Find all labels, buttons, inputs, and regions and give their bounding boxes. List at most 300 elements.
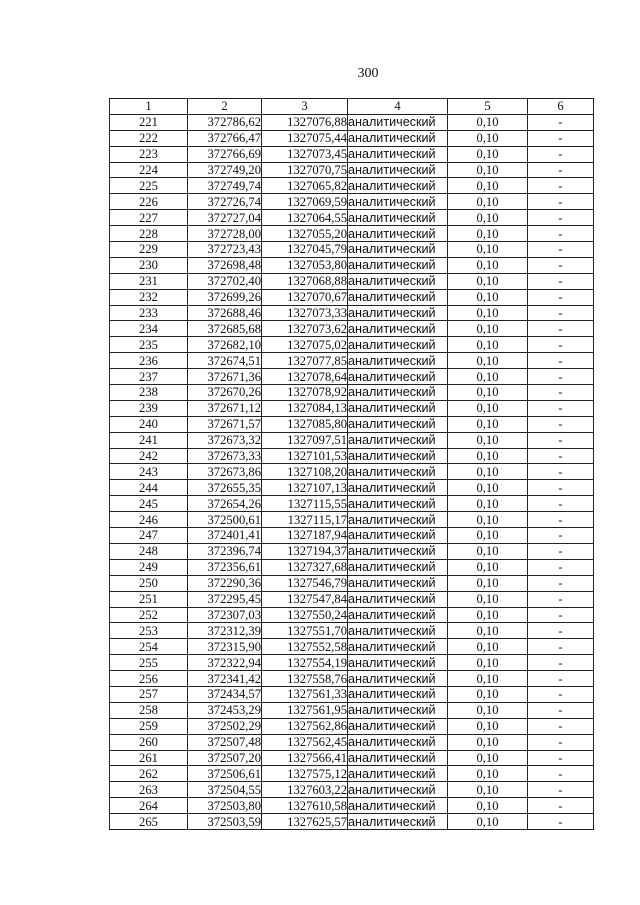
method-cell: аналитический — [348, 671, 448, 687]
accuracy-cell: 0,10 — [448, 210, 528, 226]
method-cell: аналитический — [348, 369, 448, 385]
note-cell: - — [528, 702, 594, 718]
x-coordinate-cell: 372312,39 — [188, 623, 262, 639]
point-number-cell: 236 — [110, 353, 188, 369]
table-row — [110, 210, 594, 226]
accuracy-cell: 0,10 — [448, 686, 528, 702]
x-coordinate-cell: 372671,36 — [188, 369, 262, 385]
note-cell: - — [528, 321, 594, 337]
point-number-cell: 224 — [110, 162, 188, 178]
point-number-cell: 260 — [110, 734, 188, 750]
point-number-cell: 232 — [110, 289, 188, 305]
point-number-cell: 255 — [110, 655, 188, 671]
accuracy-cell: 0,10 — [448, 337, 528, 353]
accuracy-cell: 0,10 — [448, 575, 528, 591]
point-number-cell: 259 — [110, 718, 188, 734]
y-coordinate-cell: 1327561,95 — [262, 702, 348, 718]
method-cell: аналитический — [348, 194, 448, 210]
point-number-cell: 241 — [110, 432, 188, 448]
x-coordinate-cell: 372396,74 — [188, 543, 262, 559]
y-coordinate-cell: 1327603,22 — [262, 782, 348, 798]
method-cell: аналитический — [348, 385, 448, 401]
table-row — [110, 178, 594, 194]
x-coordinate-cell: 372682,10 — [188, 337, 262, 353]
accuracy-cell: 0,10 — [448, 321, 528, 337]
table-row — [110, 448, 594, 464]
y-coordinate-cell: 1327068,88 — [262, 273, 348, 289]
accuracy-cell: 0,10 — [448, 639, 528, 655]
x-coordinate-cell: 372507,20 — [188, 750, 262, 766]
point-number-cell: 254 — [110, 639, 188, 655]
x-coordinate-cell: 372670,26 — [188, 385, 262, 401]
x-coordinate-cell: 372341,42 — [188, 671, 262, 687]
point-number-cell: 245 — [110, 496, 188, 512]
y-coordinate-cell: 1327115,17 — [262, 512, 348, 528]
y-coordinate-cell: 1327562,86 — [262, 718, 348, 734]
point-number-cell: 261 — [110, 750, 188, 766]
method-cell: аналитический — [348, 480, 448, 496]
table-row — [110, 226, 594, 242]
method-cell: аналитический — [348, 130, 448, 146]
method-cell: аналитический — [348, 210, 448, 226]
method-cell: аналитический — [348, 464, 448, 480]
point-number-cell: 239 — [110, 400, 188, 416]
x-coordinate-cell: 372674,51 — [188, 353, 262, 369]
point-number-cell: 264 — [110, 798, 188, 814]
method-cell: аналитический — [348, 305, 448, 321]
method-cell: аналитический — [348, 686, 448, 702]
method-cell: аналитический — [348, 702, 448, 718]
y-coordinate-cell: 1327107,13 — [262, 480, 348, 496]
x-coordinate-cell: 372506,61 — [188, 766, 262, 782]
accuracy-cell: 0,10 — [448, 305, 528, 321]
point-number-cell: 243 — [110, 464, 188, 480]
note-cell: - — [528, 114, 594, 130]
method-cell: аналитический — [348, 242, 448, 258]
note-cell: - — [528, 369, 594, 385]
table-row — [110, 734, 594, 750]
accuracy-cell: 0,10 — [448, 369, 528, 385]
point-number-cell: 257 — [110, 686, 188, 702]
note-cell: - — [528, 400, 594, 416]
y-coordinate-cell: 1327078,64 — [262, 369, 348, 385]
accuracy-cell: 0,10 — [448, 448, 528, 464]
note-cell: - — [528, 416, 594, 432]
x-coordinate-cell: 372307,03 — [188, 607, 262, 623]
accuracy-cell: 0,10 — [448, 353, 528, 369]
y-coordinate-cell: 1327566,41 — [262, 750, 348, 766]
y-coordinate-cell: 1327064,55 — [262, 210, 348, 226]
accuracy-cell: 0,10 — [448, 273, 528, 289]
point-number-cell: 240 — [110, 416, 188, 432]
header-cell-1: 1 — [110, 99, 188, 115]
accuracy-cell: 0,10 — [448, 814, 528, 830]
method-cell: аналитический — [348, 416, 448, 432]
y-coordinate-cell: 1327187,94 — [262, 528, 348, 544]
y-coordinate-cell: 1327108,20 — [262, 464, 348, 480]
header-cell-4: 4 — [348, 99, 448, 115]
accuracy-cell: 0,10 — [448, 146, 528, 162]
table-row — [110, 528, 594, 544]
note-cell: - — [528, 480, 594, 496]
table-row — [110, 257, 594, 273]
table-row — [110, 162, 594, 178]
table-body — [110, 114, 594, 829]
note-cell: - — [528, 512, 594, 528]
note-cell: - — [528, 734, 594, 750]
point-number-cell: 247 — [110, 528, 188, 544]
y-coordinate-cell: 1327101,53 — [262, 448, 348, 464]
point-number-cell: 233 — [110, 305, 188, 321]
y-coordinate-cell: 1327073,33 — [262, 305, 348, 321]
accuracy-cell: 0,10 — [448, 702, 528, 718]
x-coordinate-cell: 372723,43 — [188, 242, 262, 258]
x-coordinate-cell: 372685,68 — [188, 321, 262, 337]
table-row — [110, 559, 594, 575]
method-cell: аналитический — [348, 814, 448, 830]
accuracy-cell: 0,10 — [448, 162, 528, 178]
accuracy-cell: 0,10 — [448, 289, 528, 305]
point-number-cell: 235 — [110, 337, 188, 353]
note-cell: - — [528, 798, 594, 814]
point-number-cell: 248 — [110, 543, 188, 559]
y-coordinate-cell: 1327073,45 — [262, 146, 348, 162]
note-cell: - — [528, 718, 594, 734]
y-coordinate-cell: 1327045,79 — [262, 242, 348, 258]
x-coordinate-cell: 372698,48 — [188, 257, 262, 273]
point-number-cell: 256 — [110, 671, 188, 687]
accuracy-cell: 0,10 — [448, 385, 528, 401]
method-cell: аналитический — [348, 178, 448, 194]
accuracy-cell: 0,10 — [448, 607, 528, 623]
point-number-cell: 246 — [110, 512, 188, 528]
method-cell: аналитический — [348, 337, 448, 353]
method-cell: аналитический — [348, 114, 448, 130]
note-cell: - — [528, 782, 594, 798]
accuracy-cell: 0,10 — [448, 750, 528, 766]
x-coordinate-cell: 372673,33 — [188, 448, 262, 464]
point-number-cell: 265 — [110, 814, 188, 830]
x-coordinate-cell: 372504,55 — [188, 782, 262, 798]
point-number-cell: 226 — [110, 194, 188, 210]
y-coordinate-cell: 1327078,92 — [262, 385, 348, 401]
note-cell: - — [528, 432, 594, 448]
y-coordinate-cell: 1327115,55 — [262, 496, 348, 512]
table-row — [110, 194, 594, 210]
point-number-cell: 250 — [110, 575, 188, 591]
table-row — [110, 702, 594, 718]
y-coordinate-cell: 1327065,82 — [262, 178, 348, 194]
accuracy-cell: 0,10 — [448, 766, 528, 782]
table-row — [110, 655, 594, 671]
accuracy-cell: 0,10 — [448, 671, 528, 687]
table-row — [110, 607, 594, 623]
y-coordinate-cell: 1327625,57 — [262, 814, 348, 830]
header-cell-2: 2 — [188, 99, 262, 115]
header-row — [110, 99, 594, 115]
y-coordinate-cell: 1327561,33 — [262, 686, 348, 702]
note-cell: - — [528, 242, 594, 258]
table-row — [110, 766, 594, 782]
y-coordinate-cell: 1327554,19 — [262, 655, 348, 671]
table-row — [110, 591, 594, 607]
accuracy-cell: 0,10 — [448, 543, 528, 559]
table-row — [110, 686, 594, 702]
method-cell: аналитический — [348, 226, 448, 242]
x-coordinate-cell: 372673,32 — [188, 432, 262, 448]
table-row — [110, 337, 594, 353]
table-row — [110, 671, 594, 687]
y-coordinate-cell: 1327546,79 — [262, 575, 348, 591]
table-row — [110, 385, 594, 401]
point-number-cell: 249 — [110, 559, 188, 575]
accuracy-cell: 0,10 — [448, 242, 528, 258]
y-coordinate-cell: 1327551,70 — [262, 623, 348, 639]
note-cell: - — [528, 686, 594, 702]
table-row — [110, 369, 594, 385]
point-number-cell: 253 — [110, 623, 188, 639]
method-cell: аналитический — [348, 591, 448, 607]
y-coordinate-cell: 1327558,76 — [262, 671, 348, 687]
note-cell: - — [528, 607, 594, 623]
note-cell: - — [528, 226, 594, 242]
accuracy-cell: 0,10 — [448, 559, 528, 575]
accuracy-cell: 0,10 — [448, 416, 528, 432]
table-row — [110, 130, 594, 146]
point-number-cell: 238 — [110, 385, 188, 401]
accuracy-cell: 0,10 — [448, 655, 528, 671]
table-row — [110, 273, 594, 289]
x-coordinate-cell: 372654,26 — [188, 496, 262, 512]
x-coordinate-cell: 372295,45 — [188, 591, 262, 607]
x-coordinate-cell: 372728,00 — [188, 226, 262, 242]
y-coordinate-cell: 1327055,20 — [262, 226, 348, 242]
note-cell: - — [528, 766, 594, 782]
table-row — [110, 289, 594, 305]
note-cell: - — [528, 305, 594, 321]
x-coordinate-cell: 372453,29 — [188, 702, 262, 718]
point-number-cell: 263 — [110, 782, 188, 798]
x-coordinate-cell: 372766,69 — [188, 146, 262, 162]
accuracy-cell: 0,10 — [448, 718, 528, 734]
y-coordinate-cell: 1327076,88 — [262, 114, 348, 130]
x-coordinate-cell: 372434,57 — [188, 686, 262, 702]
y-coordinate-cell: 1327610,58 — [262, 798, 348, 814]
note-cell: - — [528, 146, 594, 162]
table-row — [110, 496, 594, 512]
point-number-cell: 221 — [110, 114, 188, 130]
accuracy-cell: 0,10 — [448, 178, 528, 194]
table-row — [110, 782, 594, 798]
table-row — [110, 400, 594, 416]
note-cell: - — [528, 353, 594, 369]
y-coordinate-cell: 1327194,37 — [262, 543, 348, 559]
method-cell: аналитический — [348, 750, 448, 766]
x-coordinate-cell: 372749,74 — [188, 178, 262, 194]
point-number-cell: 230 — [110, 257, 188, 273]
accuracy-cell: 0,10 — [448, 464, 528, 480]
table-row — [110, 639, 594, 655]
x-coordinate-cell: 372702,40 — [188, 273, 262, 289]
table-row — [110, 321, 594, 337]
method-cell: аналитический — [348, 400, 448, 416]
method-cell: аналитический — [348, 623, 448, 639]
note-cell: - — [528, 194, 594, 210]
accuracy-cell: 0,10 — [448, 528, 528, 544]
note-cell: - — [528, 464, 594, 480]
y-coordinate-cell: 1327075,44 — [262, 130, 348, 146]
method-cell: аналитический — [348, 607, 448, 623]
x-coordinate-cell: 372749,20 — [188, 162, 262, 178]
accuracy-cell: 0,10 — [448, 734, 528, 750]
method-cell: аналитический — [348, 718, 448, 734]
x-coordinate-cell: 372688,46 — [188, 305, 262, 321]
note-cell: - — [528, 671, 594, 687]
note-cell: - — [528, 289, 594, 305]
x-coordinate-cell: 372503,80 — [188, 798, 262, 814]
table-row — [110, 242, 594, 258]
note-cell: - — [528, 623, 594, 639]
table-row — [110, 480, 594, 496]
y-coordinate-cell: 1327547,84 — [262, 591, 348, 607]
x-coordinate-cell: 372766,47 — [188, 130, 262, 146]
y-coordinate-cell: 1327575,12 — [262, 766, 348, 782]
y-coordinate-cell: 1327075,02 — [262, 337, 348, 353]
table-row — [110, 353, 594, 369]
x-coordinate-cell: 372503,59 — [188, 814, 262, 830]
accuracy-cell: 0,10 — [448, 623, 528, 639]
coordinates-table — [109, 98, 594, 830]
method-cell: аналитический — [348, 782, 448, 798]
table-row — [110, 512, 594, 528]
point-number-cell: 229 — [110, 242, 188, 258]
note-cell: - — [528, 528, 594, 544]
x-coordinate-cell: 372655,35 — [188, 480, 262, 496]
x-coordinate-cell: 372507,48 — [188, 734, 262, 750]
method-cell: аналитический — [348, 321, 448, 337]
x-coordinate-cell: 372290,36 — [188, 575, 262, 591]
method-cell: аналитический — [348, 655, 448, 671]
x-coordinate-cell: 372699,26 — [188, 289, 262, 305]
point-number-cell: 227 — [110, 210, 188, 226]
point-number-cell: 244 — [110, 480, 188, 496]
note-cell: - — [528, 559, 594, 575]
table-row — [110, 814, 594, 830]
y-coordinate-cell: 1327069,59 — [262, 194, 348, 210]
accuracy-cell: 0,10 — [448, 130, 528, 146]
method-cell: аналитический — [348, 734, 448, 750]
point-number-cell: 251 — [110, 591, 188, 607]
header-cell-3: 3 — [262, 99, 348, 115]
method-cell: аналитический — [348, 639, 448, 655]
note-cell: - — [528, 385, 594, 401]
table-row — [110, 416, 594, 432]
table-row — [110, 543, 594, 559]
x-coordinate-cell: 372356,61 — [188, 559, 262, 575]
note-cell: - — [528, 496, 594, 512]
point-number-cell: 231 — [110, 273, 188, 289]
method-cell: аналитический — [348, 146, 448, 162]
table-header — [110, 99, 594, 115]
note-cell: - — [528, 257, 594, 273]
note-cell: - — [528, 130, 594, 146]
method-cell: аналитический — [348, 543, 448, 559]
note-cell: - — [528, 814, 594, 830]
point-number-cell: 234 — [110, 321, 188, 337]
table-row — [110, 575, 594, 591]
y-coordinate-cell: 1327327,68 — [262, 559, 348, 575]
y-coordinate-cell: 1327562,45 — [262, 734, 348, 750]
y-coordinate-cell: 1327084,13 — [262, 400, 348, 416]
note-cell: - — [528, 591, 594, 607]
method-cell: аналитический — [348, 496, 448, 512]
x-coordinate-cell: 372671,12 — [188, 400, 262, 416]
accuracy-cell: 0,10 — [448, 432, 528, 448]
table-row — [110, 305, 594, 321]
x-coordinate-cell: 372671,57 — [188, 416, 262, 432]
y-coordinate-cell: 1327070,75 — [262, 162, 348, 178]
x-coordinate-cell: 372502,29 — [188, 718, 262, 734]
method-cell: аналитический — [348, 432, 448, 448]
method-cell: аналитический — [348, 162, 448, 178]
point-number-cell: 237 — [110, 369, 188, 385]
y-coordinate-cell: 1327552,58 — [262, 639, 348, 655]
method-cell: аналитический — [348, 273, 448, 289]
method-cell: аналитический — [348, 289, 448, 305]
table-row — [110, 432, 594, 448]
note-cell: - — [528, 575, 594, 591]
note-cell: - — [528, 750, 594, 766]
accuracy-cell: 0,10 — [448, 782, 528, 798]
header-cell-6: 6 — [528, 99, 594, 115]
method-cell: аналитический — [348, 766, 448, 782]
table-row — [110, 750, 594, 766]
note-cell: - — [528, 210, 594, 226]
x-coordinate-cell: 372315,90 — [188, 639, 262, 655]
x-coordinate-cell: 372673,86 — [188, 464, 262, 480]
table-row — [110, 623, 594, 639]
table-row — [110, 718, 594, 734]
x-coordinate-cell: 372727,04 — [188, 210, 262, 226]
y-coordinate-cell: 1327070,67 — [262, 289, 348, 305]
accuracy-cell: 0,10 — [448, 194, 528, 210]
point-number-cell: 225 — [110, 178, 188, 194]
method-cell: аналитический — [348, 448, 448, 464]
accuracy-cell: 0,10 — [448, 512, 528, 528]
point-number-cell: 228 — [110, 226, 188, 242]
note-cell: - — [528, 162, 594, 178]
note-cell: - — [528, 448, 594, 464]
method-cell: аналитический — [348, 575, 448, 591]
x-coordinate-cell: 372500,61 — [188, 512, 262, 528]
accuracy-cell: 0,10 — [448, 496, 528, 512]
accuracy-cell: 0,10 — [448, 257, 528, 273]
point-number-cell: 252 — [110, 607, 188, 623]
method-cell: аналитический — [348, 798, 448, 814]
accuracy-cell: 0,10 — [448, 114, 528, 130]
method-cell: аналитический — [348, 528, 448, 544]
method-cell: аналитический — [348, 512, 448, 528]
point-number-cell: 222 — [110, 130, 188, 146]
accuracy-cell: 0,10 — [448, 798, 528, 814]
accuracy-cell: 0,10 — [448, 591, 528, 607]
method-cell: аналитический — [348, 353, 448, 369]
note-cell: - — [528, 273, 594, 289]
note-cell: - — [528, 337, 594, 353]
y-coordinate-cell: 1327550,24 — [262, 607, 348, 623]
point-number-cell: 223 — [110, 146, 188, 162]
y-coordinate-cell: 1327097,51 — [262, 432, 348, 448]
